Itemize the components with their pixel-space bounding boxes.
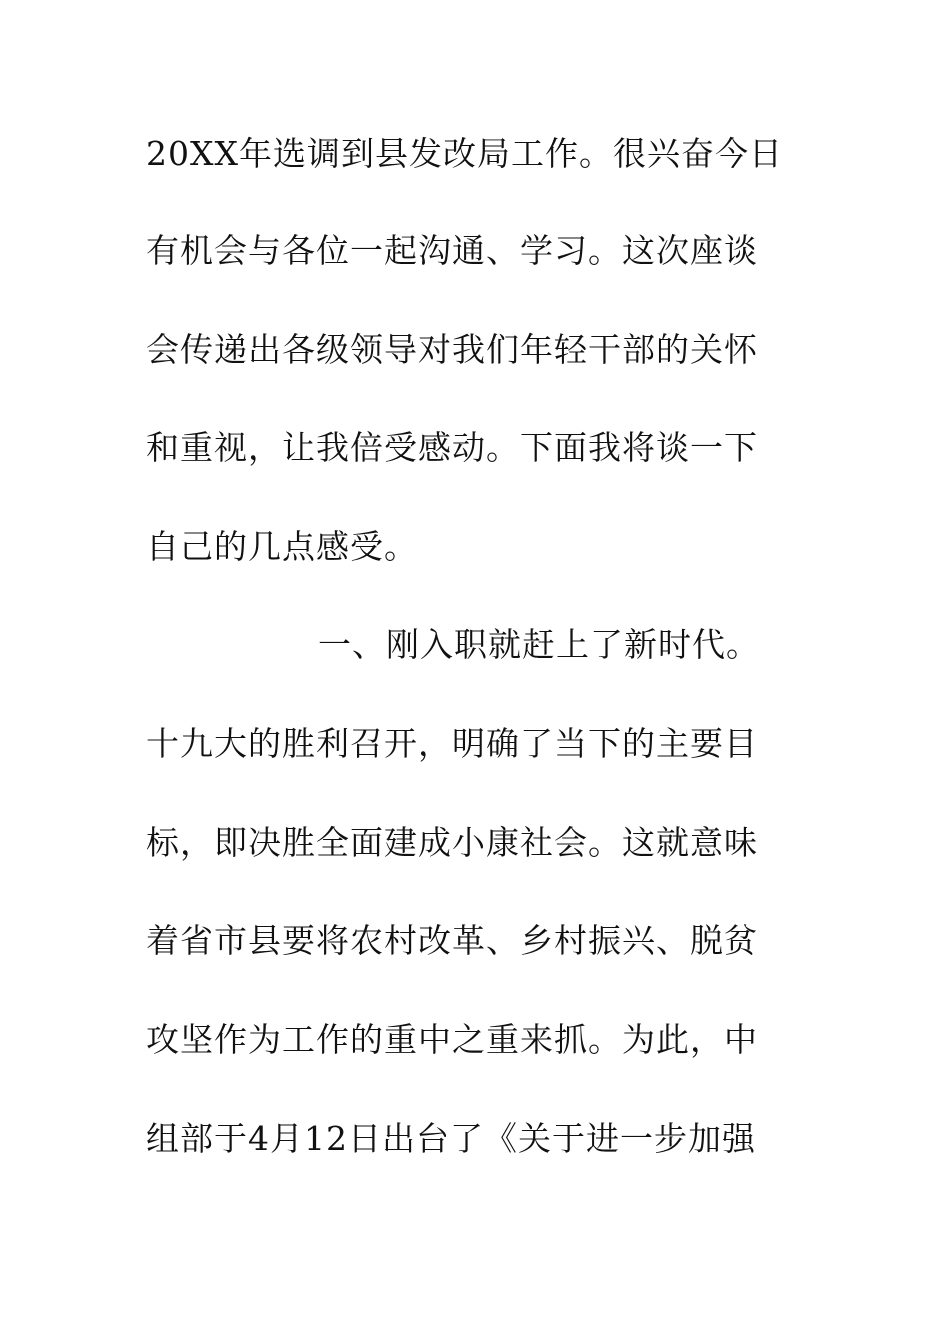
paragraph-line-9: 攻坚作为工作的重中之重来抓。为此，中: [146, 1020, 758, 1059]
paragraph-line-5: 自己的几点感受。: [146, 527, 418, 566]
section-heading: 一、刚入职就赶上了新时代。: [318, 625, 760, 664]
paragraph-line-7: 标，即决胜全面建成小康社会。这就意味: [146, 823, 758, 862]
paragraph-line-6: 十九大的胜利召开，明确了当下的主要目: [146, 724, 758, 763]
paragraph-line-4: 和重视，让我倍受感动。下面我将谈一下: [146, 428, 758, 467]
paragraph-line-10: 组部于4月12日出台了《关于进一步加强: [146, 1119, 756, 1158]
paragraph-line-8: 着省市县要将农村改革、乡村振兴、脱贫: [146, 921, 758, 960]
paragraph-line-3: 会传递出各级领导对我们年轻干部的关怀: [146, 330, 758, 369]
paragraph-line-1: 20XX年选调到县发改局工作。很兴奋今日: [146, 134, 783, 173]
paragraph-line-2: 有机会与各位一起沟通、学习。这次座谈: [146, 231, 758, 270]
